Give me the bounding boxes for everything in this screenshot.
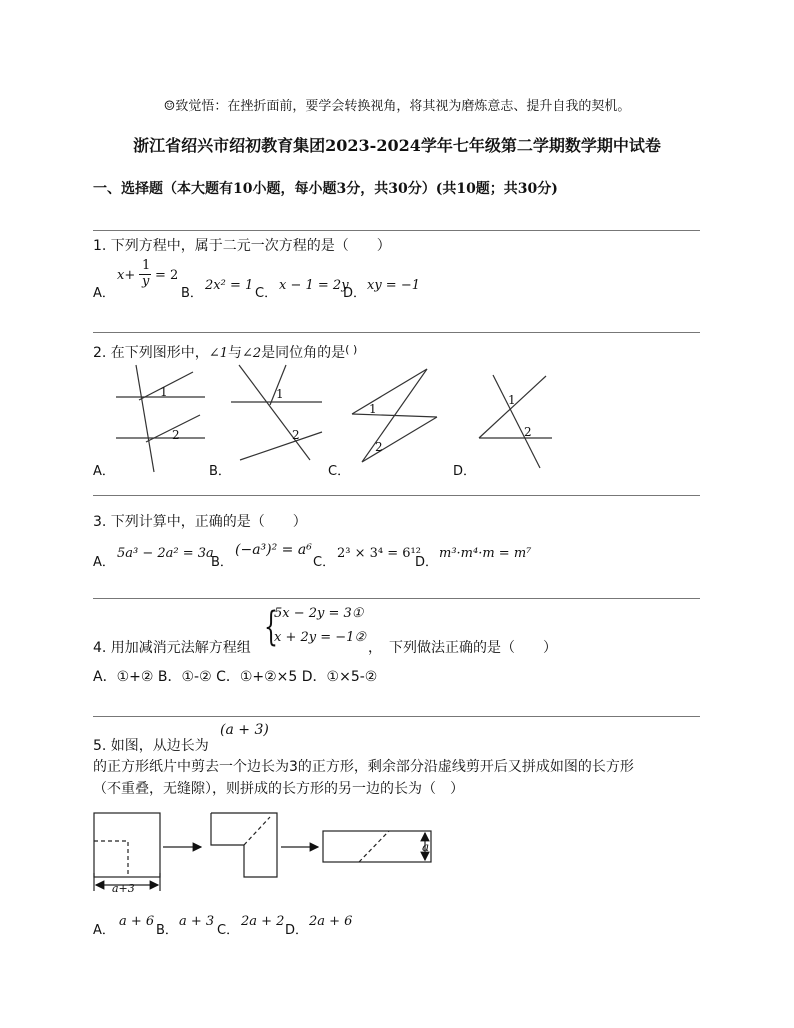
- q5-rectangle: [323, 831, 431, 862]
- q2-figure-b-angle1: 1: [276, 387, 284, 401]
- q5-option-d-label: D．: [285, 923, 309, 938]
- q2-figure-a-angle2: 2: [172, 428, 180, 442]
- q2-figure-d: [479, 375, 552, 468]
- q2-option-b-label: B．: [209, 464, 231, 479]
- q4-eq2: x + 2y = −1②: [274, 630, 367, 645]
- q4-system: [264, 604, 374, 654]
- q3-option-d-expr: m³·m⁴·m = m⁷: [439, 546, 532, 561]
- q2-stem-mid: 与: [227, 345, 242, 361]
- q5-figure-label-a: a: [422, 840, 430, 854]
- q2-figure-a: [116, 365, 205, 472]
- q4-stem-pre: 4. 用加减消元法解方程组: [93, 640, 251, 656]
- q5-figure: [0, 805, 794, 900]
- q5-side-expr: (a + 3): [220, 722, 269, 738]
- q4-options: A．①+② B．①-② C．①+②×5 D．①×5-②: [93, 669, 378, 685]
- q2-figure-b: [231, 365, 322, 460]
- q1-option-c-label: C．: [255, 286, 278, 301]
- motto: ☺致觉悟：在挫折面前，要学会转换视角，将其视为磨炼意志、提升自我的契机。: [163, 99, 631, 114]
- q2-angle1: ∠1: [208, 346, 228, 361]
- q1-options: A． x+ 1 y = 2 B． 2x² = 1 C． x − 1 = 2y D． xy = −1: [93, 258, 420, 301]
- q1-option-b-expr: 2x² = 1: [205, 278, 254, 293]
- q2-figures: [0, 360, 794, 480]
- q3-option-d-label: D．: [415, 555, 439, 570]
- q5-stem-pre: 5. 如图，从边长为: [93, 738, 209, 754]
- q2-stem-post: 是同位角的是: [261, 345, 346, 361]
- q5-figure-label-side: a+3: [112, 882, 135, 895]
- q2-figure-d-angle1: 1: [508, 393, 516, 407]
- q2-option-c-label: C．: [328, 464, 351, 479]
- q5-option-d-expr: 2a + 6: [309, 914, 353, 929]
- q3-option-b-label: B．: [211, 555, 233, 570]
- q2-option-d-label: D．: [453, 464, 477, 479]
- q4-stem-post: ， 下列做法正确的是（ ）: [368, 640, 557, 656]
- q5-options: [93, 910, 693, 940]
- q3-option-b-expr: (−a³)² = a⁶: [235, 542, 312, 558]
- q5-line3: （不重叠，无缝隙），则拼成的长方形的另一边的长为（ ）: [93, 781, 464, 797]
- divider: [93, 495, 700, 496]
- section-heading: 一、选择题（本大题有10小题，每小题3分，共30分）(共10题；共30分): [93, 181, 558, 197]
- q3-options: [93, 540, 693, 570]
- q5-option-c-expr: 2a + 2: [241, 914, 285, 929]
- q5-square: [94, 813, 160, 877]
- q3-option-c-label: C．: [313, 555, 336, 570]
- q3-option-a-label: A．: [93, 555, 115, 570]
- q3-option-c-expr: 2³ × 3⁴ = 6¹²: [337, 546, 421, 561]
- q2-angle2: ∠2: [241, 346, 262, 361]
- divider: [93, 230, 700, 231]
- q2-stem-pre: 2. 在下列图形中，: [93, 345, 209, 361]
- q1-option-c-expr: x − 1 = 2y: [279, 278, 349, 293]
- q2-paren: ( ): [345, 343, 358, 356]
- q2-figure-d-angle2: 2: [524, 425, 532, 439]
- q2-figure-c-angle2: 2: [375, 440, 383, 454]
- q5-option-a-expr: a + 6: [119, 914, 155, 929]
- q5-option-a-label: A．: [93, 923, 115, 938]
- q4-eq1: 5x − 2y = 3①: [274, 606, 364, 621]
- q5-option-b-expr: a + 3: [179, 914, 215, 929]
- q5-option-c-label: C．: [217, 923, 240, 938]
- divider: [93, 598, 700, 599]
- q3-stem: 3. 下列计算中，正确的是（ ）: [93, 514, 307, 530]
- q2-stem: [93, 342, 357, 362]
- brace-icon: {: [264, 604, 278, 650]
- q5-cut-line: [94, 841, 128, 877]
- q5-line2: 的正方形纸片中剪去一个边长为3的正方形，剩余部分沿虚线剪开后又拼成如图的长方形: [93, 759, 634, 775]
- q2-figure-c-angle1: 1: [369, 402, 377, 416]
- q1-option-a-label: A．: [93, 286, 115, 301]
- exam-title: 浙江省绍兴市绍初教育集团2023-2024学年七年级第二学期数学期中试卷: [133, 136, 661, 155]
- q1-option-d-expr: xy = −1: [367, 278, 420, 293]
- divider: [93, 716, 700, 717]
- q3-option-a-expr: 5a³ − 2a² = 3a: [117, 546, 214, 561]
- q2-figure-a-angle1: 1: [160, 385, 168, 399]
- q1-option-d-label: D．: [343, 286, 367, 301]
- q5-option-b-label: B．: [156, 923, 178, 938]
- q1-stem: 1. 下列方程中，属于二元一次方程的是（ ）: [93, 238, 391, 254]
- q1-option-b-label: B．: [181, 286, 203, 301]
- divider: [93, 332, 700, 333]
- q2-option-a-label: A．: [93, 464, 115, 479]
- q2-figure-c: [352, 369, 437, 462]
- q2-figure-b-angle2: 2: [292, 428, 300, 442]
